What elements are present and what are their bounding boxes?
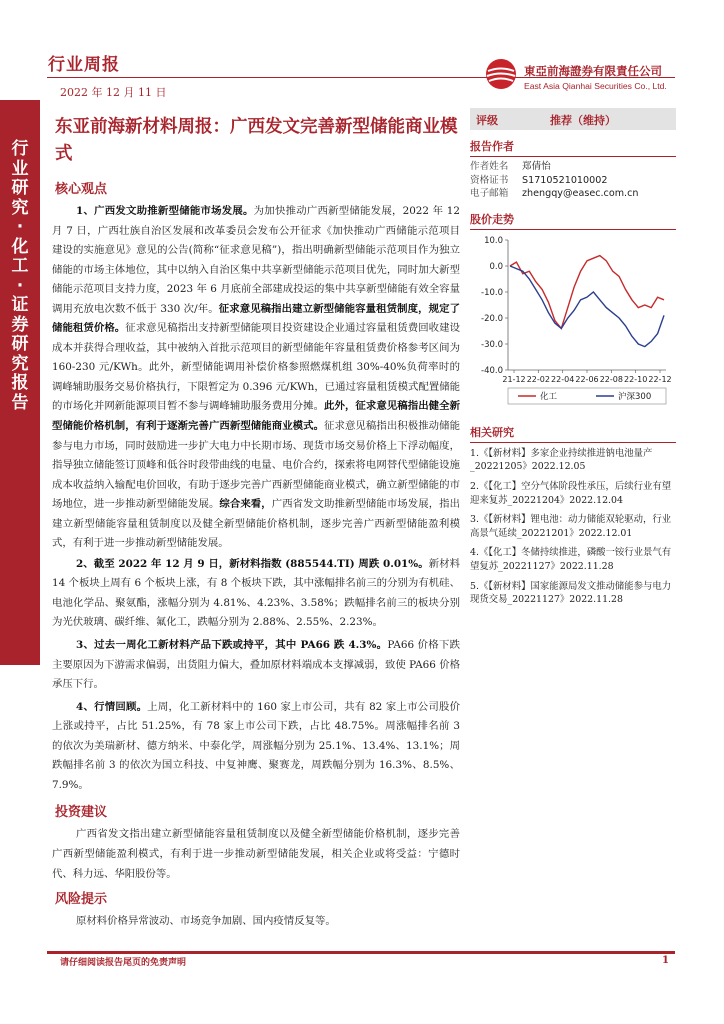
page-title: 东亚前海新材料周报：广西发文完善新型储能商业模式: [55, 117, 458, 164]
x-tick-label: 22-02: [526, 374, 550, 384]
point-1-lead: 1、广西发文助推新型储能市场发展。: [76, 205, 254, 217]
research-item[interactable]: 4.《【化工】冬储持续推进，磷酸一铵行业景气有望复苏_20221127》2022.11.28: [470, 547, 672, 572]
author-row-key: 电子邮箱: [470, 188, 509, 200]
risk-text: 原材料价格异常波动、市场竞争加剧、国内疫情反复等。: [76, 915, 336, 928]
point-1-body: 为加快推动广西新型储能发展，2022 年 12 月 7 日，广西壮族自治区发展和改革委员会发布公开征求《加快推动广西储能示范项目建设的实施意见》意见的公告(简称“征求意见稿”)，指出明确新型储能示范项目作为独立储能的市场主体地位，其中以纳入自治区集中共享新型储能示范项目优先，同时加大新型储能示范项目支持力度，2023 年 6 月底前全部建成投运的集中共享新型储能有效全容量调用充放电次数不低于 330 次/年。: [52, 205, 460, 315]
x-tick-label: 22-10: [624, 374, 648, 384]
chart-heading: 股价走势: [470, 211, 676, 230]
research-item[interactable]: 2.《【化工】空分气体阶段性承压，后续行业有望迎来复苏_20221204》2022.12.04: [470, 480, 672, 506]
research-list: [470, 447, 676, 607]
sidebar-label: 行业研究·化工·证券研究报告: [11, 139, 29, 413]
core-point-2: [52, 555, 460, 633]
author-info: [470, 160, 676, 201]
rating-value: 推荐（维持）: [550, 114, 616, 127]
rating-box: [470, 108, 676, 130]
side-column: [470, 108, 676, 613]
point-2-body: 新材料 14 个板块上周有 6 个板块上涨，有 8 个板块下跌，其中涨幅排名前三的分别为有机硅、电池化学品、聚氨酯，涨幅分别为 4.81%、4.23%、3.58%；跌幅排名前三的板块分别为光伏玻璃、碳纤维、氟化工，跌幅分别为 2.88%、2.55%、2.23%。: [52, 557, 460, 629]
point-2-lead: 2、截至 2022 年 12 月 9 日，新材料指数 (885544.TI) 周跌 0.01%。: [76, 557, 429, 570]
footer-divider: [47, 951, 675, 954]
research-item[interactable]: 1.《【新材料】多家企业持续推进钠电池量产_20221205》2022.12.05: [470, 447, 653, 473]
main-content: [52, 114, 460, 932]
research-heading: 相关研究: [470, 424, 676, 443]
sidebar-banner: [0, 100, 40, 665]
page-number: 1: [662, 955, 669, 966]
research-item[interactable]: 3.《【新材料】锂电池：动力储能双轮驱动，行业高景气延续_20221201》2022.12.01: [470, 514, 672, 539]
x-tick-label: 22-06: [575, 374, 599, 384]
legend-label: 沪深300: [618, 391, 652, 402]
x-tick-label: 22-08: [599, 374, 623, 384]
point-1-summary: 广西省发文助推新型储能市场发展，指出建立新型储能容量租赁制度以及健全新型储能价格机制，逐步完善广西新型储能盈利模式，有利于进一步推动新型储能发展。: [52, 498, 461, 550]
report-date: 2022 年 12 月 11 日: [60, 86, 167, 99]
author-row-key: 作者姓名: [470, 161, 509, 172]
y-tick-label: 0.0: [489, 261, 503, 272]
company-name-en: East Asia Qianhai Securities Co., Ltd.: [524, 81, 667, 91]
point-1-body-2: 征求意见稿指出支持新型储能项目投资建设企业通过容量租赁费回收建设成本并获得合理收益，其中被纳入首批示范项目的新型储能年容量租赁费价格参考区间为 160-230 元/KWh。此外，新型储能调用补偿价格参照燃煤机组 30%-40%负荷率时的调峰辅助服务交易价格执行，下限暂定为 0.396 元/KWh，已通过容量租赁模式配置储能的市场化并网新能源项目暂不参与调峰辅助服务费用分摊。: [52, 322, 461, 413]
core-point-1: [52, 202, 460, 554]
y-tick-label: -20.0: [481, 313, 503, 324]
risk-heading: 风险提示: [55, 892, 108, 908]
company-logo-icon: [484, 57, 518, 91]
author-row: [470, 160, 676, 174]
x-tick-label: 22-04: [551, 374, 575, 384]
price-trend-chart: [470, 234, 676, 412]
point-1-sub-lead-2: 此外，征求意见稿指出健全新型储能价格机制，有利于逐渐完善广西新型储能商业模式。: [52, 400, 460, 433]
author-row: [470, 187, 676, 201]
author-email[interactable]: zhengqy@easec.com.cn: [522, 188, 639, 200]
core-view-heading: 核心观点: [55, 182, 108, 197]
rating-label: 评级: [476, 114, 498, 127]
report-category: 行业周报: [48, 55, 120, 75]
author-row-key: 资格证书: [470, 174, 509, 186]
author-name: 郑倩怡: [522, 161, 551, 172]
point-4-lead: 4、行情回顾。: [76, 700, 148, 713]
x-tick-label: 22-12: [648, 374, 672, 384]
legend-label: 化工: [540, 391, 558, 402]
series-line-chemical: [510, 255, 664, 328]
author-row: [470, 174, 676, 188]
company-name-cn: 東亞前海證券有限責任公司: [524, 64, 662, 78]
y-tick-label: -40.0: [481, 365, 503, 376]
x-tick-label: 21-12: [502, 374, 526, 384]
y-tick-label: -30.0: [481, 339, 503, 350]
y-tick-label: 10.0: [484, 235, 503, 246]
author-license: S1710521010002: [522, 174, 608, 186]
investment-text: 广西省发文指出建立新型储能容量租赁制度以及健全新型储能价格机制，逐步完善广西新型储能盈利模式，有利于进一步推动新型储能发展，相关企业或将受益：宁德时代、科力远、华阳股份等。: [52, 828, 460, 880]
author-heading: 报告作者: [470, 138, 676, 157]
point-4-body: 上周，化工新材料中的 160 家上市公司，共有 82 家上市公司股价上涨或持平，占比 51.25%，有 78 家上市公司下跌，占比 48.75%。周涨幅排名前 3 的依次为美瑞新材、德方纳米、中泰化学，周涨幅分别为 25.1%、13.4%、13.1%；周跌幅排名前 3 的依次为国立科技、中复神鹰、聚赛龙，周跌幅分别为 16.3%、8.5%、7.9%。: [52, 700, 461, 791]
research-item[interactable]: 5.《【新材料】国家能源局发文推动储能参与电力现货交易_20221127》2022.11.28: [470, 580, 672, 606]
point-1-summary-lead: 综合来看，: [219, 498, 272, 511]
point-1-sub-lead: 征求意见稿指出建立新型储能容量租赁制度，规定了储能租赁价格。: [52, 302, 460, 335]
point-3-body: PA66 价格下跌主要原因为下游需求偏弱，出货阻力偏大，叠加原材料端成本支撑减弱，致使 PA66 价格承压下行。: [52, 639, 460, 691]
core-point-4: [52, 698, 460, 796]
point-1-body-3: 征求意见稿指出积极推动储能参与电力市场，同时鼓励进一步扩大电力中长期市场、现货市场交易价格上下浮动幅度，指导独立储能签订顶峰和低谷时段带曲线的电量、电价合约，探索将电网替代型储能设施成本收益纳入输配电价回收，有助于逐步完善广西新型储能商业模式，确立新型储能的市场地位，进一步推动新型储能发展。: [52, 420, 460, 511]
investment-heading: 投资建议: [55, 805, 108, 821]
y-tick-label: -10.0: [481, 287, 503, 298]
core-point-3: [52, 636, 460, 695]
disclaimer-note: 请仔细阅读报告尾页的免责声明: [60, 958, 187, 968]
point-3-lead: 3、过去一周化工新材料产品下跌或持平，其中 PA66 跌 4.3%。: [76, 639, 388, 652]
